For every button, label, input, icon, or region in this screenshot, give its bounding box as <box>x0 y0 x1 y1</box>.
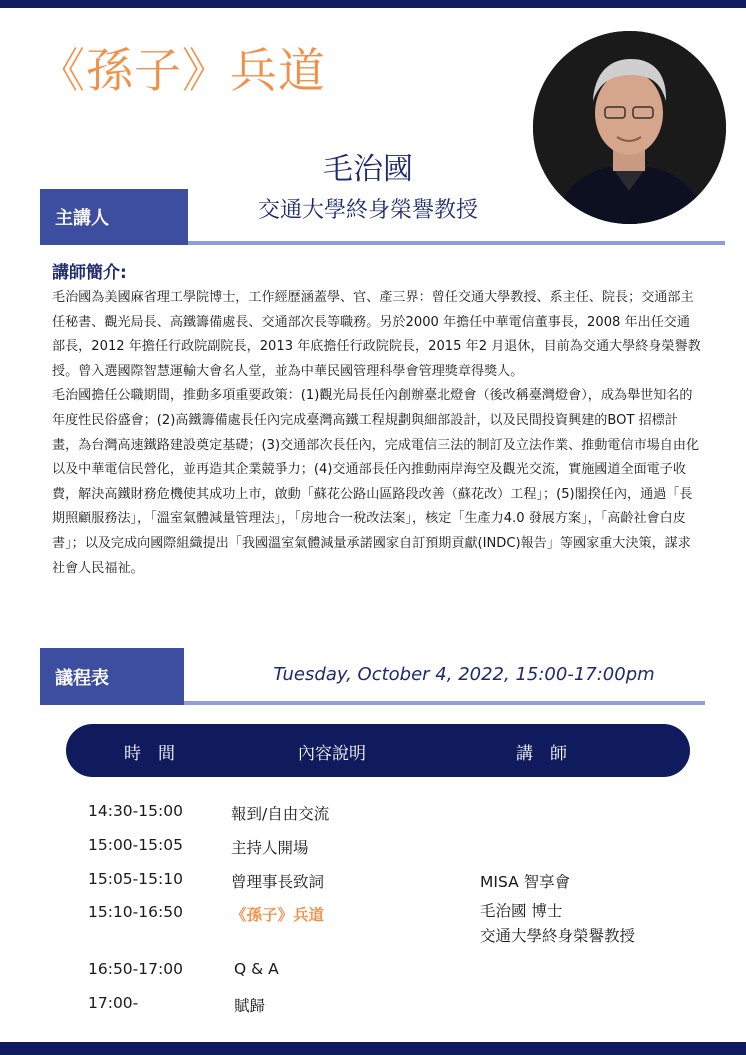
agenda-item: 主持人開場 <box>231 839 309 857</box>
bio-paragraph: 毛治國擔任公職期間，推動多項重要政策：(1)觀光局長任內創辦臺北燈會（後改稱臺灣燈會），成為舉世知名的年度性民俗盛會；(2)高鐵籌備處長任內完成臺灣高鐵工程規劃與細部設計，以及民間投資興建的BOT 招標計畫，為台灣高速鐵路建設奠定基礎；(3)交通部次長任內，完成電信三法的制訂及立法作業、推動電信市場自由化以及中華電信民營化，並再造其企業競爭力；(4)交通部長任內推動兩岸海空及觀光交流，實施國道全面電子收費，解決高鐵財務危機使其成功上市，啟動「蘇花公路山區路段改善（蘇花改）工程」；(5)閣揆任內，通過「長期照顧服務法」，「溫室氣體減量管理法」，「房地合一稅改法案」，核定「生產力4.0 發展方案」，「高齡社會白皮書」；以及完成向國際組織提出「我國溫室氣體減量承諾國家自訂預期貢獻(INDC)報告」等國家重大決策，謀求社會人民福祉。 <box>52 388 700 576</box>
bio-paragraph: 毛治國為美國麻省理工學院博士，工作經歷涵蓋學、官、產三界：曾任交通大學教授、系主任、院長；交通部主任秘書、觀光局長、高鐵籌備處長、交通部次長等職務。另於2000 年擔任中華電信董事長，2008 年出任交通部長，2012 年擔任行政院副院長，2013 年底擔任行政院院長，2015 年2 月退休，目前為交通大學終身榮譽教授。曾入選國際智慧運輸大會名人堂，並為中華民國管理科學會管理獎章得獎人。 <box>52 290 701 379</box>
agenda-time: 15:00-15:05 <box>88 836 183 854</box>
speaker-name: 毛治國 <box>323 152 413 187</box>
agenda-item: Q & A <box>234 960 279 978</box>
speaker-section-line <box>188 241 725 245</box>
agenda-table-header <box>66 724 690 777</box>
page-title: 《孫子》兵道 <box>38 44 326 99</box>
header-time: 時 間 <box>124 744 175 764</box>
agenda-speaker: 毛治國 博士 <box>480 902 563 920</box>
top-border <box>0 0 746 8</box>
portrait-image <box>533 31 726 224</box>
agenda-item: 曾理事長致詞 <box>231 873 325 891</box>
header-speaker: 講 師 <box>516 744 567 764</box>
agenda-speaker: MISA 智享會 <box>480 873 571 891</box>
event-date: Tuesday, October 4, 2022, 15:00-17:00pm <box>273 664 655 685</box>
agenda-time: 16:50-17:00 <box>88 960 183 978</box>
agenda-time: 17:00- <box>88 994 139 1012</box>
agenda-speaker-title: 交通大學終身榮譽教授 <box>480 927 636 945</box>
agenda-time: 15:10-16:50 <box>88 903 183 921</box>
agenda-item: 《孫子》兵道 <box>231 906 325 924</box>
bio-heading: 講師簡介: <box>52 263 127 283</box>
agenda-item: 賦歸 <box>234 997 266 1015</box>
speaker-title: 交通大學終身榮譽教授 <box>257 198 478 223</box>
agenda-item: 報到/自由交流 <box>231 805 330 823</box>
agenda-section-tab: 議程表 <box>40 648 184 705</box>
bottom-border <box>0 1042 746 1055</box>
agenda-time: 15:05-15:10 <box>88 870 183 888</box>
agenda-time: 14:30-15:00 <box>88 802 183 820</box>
speaker-portrait <box>533 31 726 224</box>
header-content: 內容說明 <box>298 744 366 764</box>
speaker-section-tab: 主講人 <box>40 189 188 245</box>
bio-text <box>52 286 702 581</box>
agenda-section-line <box>184 701 705 705</box>
